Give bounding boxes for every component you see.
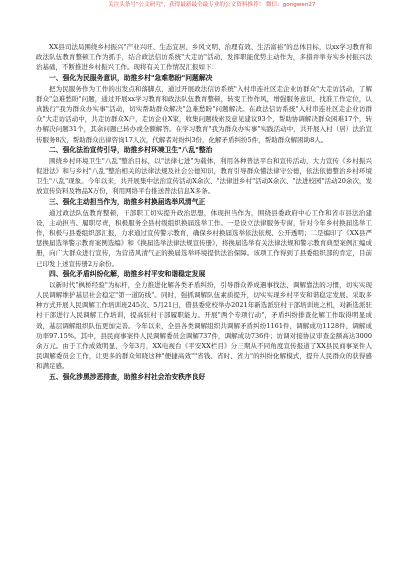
section-heading: 五、强化涉黑涉恶排查，助推乡村社会治安秩序良好 [49, 372, 206, 381]
header-banner [0, 0, 408, 14]
section-heading: 四、强化矛盾纠纷化解，助推乡村平安和谐稳定发展 [49, 269, 206, 278]
section-heading: 一、强化为民服务意识，助推乡村"急难愁盼"问题解决 [49, 73, 213, 82]
body-paragraph: 把为民服务作为工作的出发点和落脚点，通过开展政法信访系统"入村串连社区走企业访群众"大走访活动，了解群众"急难愁盼"问题，通过开展xx学习教育和政法队伍教育整顿，转变工作作风，增强服务意识，找准工作定位，认真践行"我为群众办实事"活动，切实帮助群众解决"急难愁盼"问题解决。在政法信访系统"入村串连社区走企业访群众"大走访活动中，共走访群众X户，走访企业X家，收集问题线索及意见建议93个，帮助协调解决群众困难17个，转办解决问题31个，其余问题已转办或全额解答。在学习教育"我为群众办实事"实践活动中，共开展入村（居）法治宣传服务8次，帮助群众出律咨询17人次，代解者对纷纠3份，化解矛盾纠纷5件，帮助群众解困助8人。 [36, 84, 372, 144]
body-paragraph: 以新时代"枫桥经验"为标杆，全力推进化解各类矛盾纠纷，引导群众养成遇事找法、调解靠法的习惯，切实实现人民调解维护基层社会稳定"第一道防线"。同时，强抓调解队伍素质提升，切实实现乡村平安和谐稳定发展。采取多种方式开展人民调解工作培训班245次、5月21日，借县委党校举办2021年新选派驻村干部培训班之机，对新选派驻村干部进行人民调解工作培训，提高驻村干部履职能力。开展"两个专项行动"，矛盾纠纷排查化解工作取得明显成效，基层调解组织队伍更加完善。今年以来，全县各类调解组织共调解矛盾纠纷1161件，调解成功1128件，调解成功率97.15%。其中，县民商事案件人民调解委员会调解737件，调解成功736件；访调对接协议审查金额高达3000余万元。由于工作成效明显，今年3月，XX电视台《平安XX栏目》分三期从不同角度宣传报道了XX县民商事案件人民调解委员会工作，让更多的群众知晓这种"便捷高效""省钱、省时、省力"的纠纷化解模式，提升人民群众的获得感和满足感。 [36, 280, 372, 371]
body-paragraph: 通过政法队伍教育整顿，干部职工切实提升政治思想，体现担当作为，围绕县委政府中心工作和省市县法治建设，主动担当、履职尽责，积极服务全县村级组织换届选举工作。一是设立法律服务专窗，针对今年乡村换届选举工作，积极与县委组织部汇报，力求通过宣传警示教育，确保乡村换届选举依法依规、公开透明；二是编印了《XX县严惩换届选举警示教育案例选编》和《换届选举法律法规宣传册》，将换届选举有关法律法规和警示教育典型案例汇编成册，向广大群众进行宣传，为营造风清气正的换届选举环境提供法治保障。该项工作得到了县委组织部的肯定，目前已印发上述宣传册2万余份。 [36, 208, 372, 268]
section-heading: 三、强化主动担当作为，助推乡村换届选举风清气正 [49, 197, 206, 206]
section-heading: 二、强化法治宣传引导，助推乡村环境卫生"八乱"整治 [49, 145, 213, 154]
body-paragraph: 围绕乡村环境卫生"八乱"整治目标，以"法律七进"为载体，利用各种普法平台和宣传活动，大力宣传《乡村振兴促进法》和与乡村"八乱"整治相关的法律法规及社会公德知识，教育引导群众懂法律守公德，依法依德整治乡村环境卫生"八乱"现象。今年以来，共开展集中法治宣传活动X余次、"法律进乡村"活动X余次、"法进校园"活动20余次，发放宣传资料及物品X万份，利用网络平台推送普法信息X多条。 [36, 156, 372, 196]
body-paragraph: XX县司法局围绕乡村振兴"产业兴旺、生态宜居、乡风文明、治理有效、生活富裕"的总体目标，以xx学习教育和政法队伍教育整顿工作为抓手，结合政法信访系统"大走访"活动，发挥职能优势主动作为，多措并举夯实乡村振兴法治基础，不断推进乡村振兴工作。现将有关工作情况汇报如下： [36, 43, 372, 72]
banner-text: 关注头条号"公文研究"，获得最新最全最专业的公文资料推荐！ 微信：gongwen27 [108, 2, 316, 8]
document-body [36, 42, 372, 383]
